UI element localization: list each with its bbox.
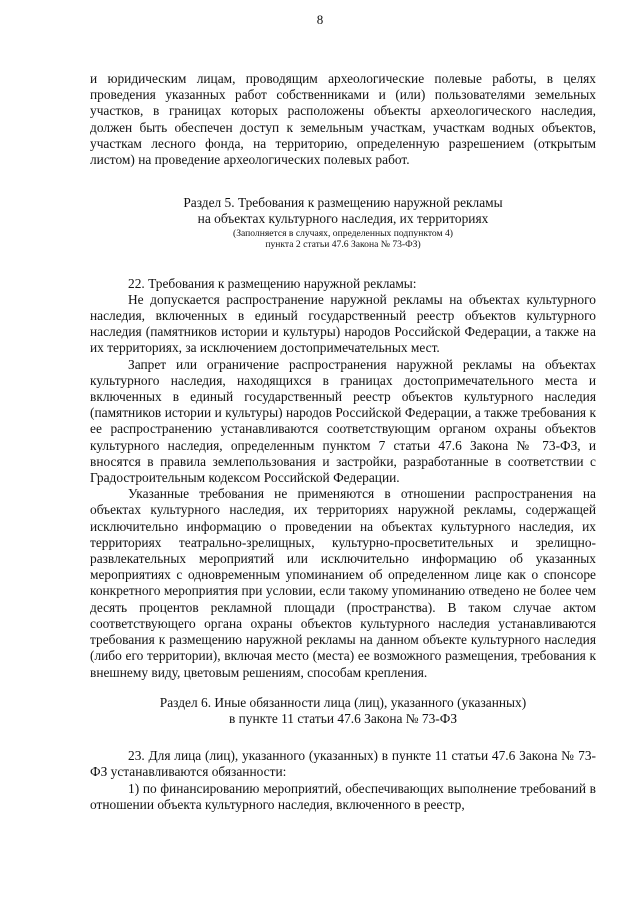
- section-5-body: [90, 276, 596, 681]
- item-23-paragraph-1: 1) по финансированию мероприятий, обеспечивающих выполнение требований в отношении объекта культурного наследия, включенного в реестр,: [90, 780, 596, 812]
- section-5-title-line-1: Раздел 5. Требования к размещению наружной рекламы: [183, 195, 503, 211]
- item-22-paragraph-1: Не допускается распространение наружной рекламы на объектах культурного наследия, включенных в единый государственный реестр объектов культурного наследия (памятников истории и культуры) народов Российской Федерации, а также на их территориях, за исключением достопримечательных мест.: [90, 291, 596, 356]
- page-number: 8: [316, 12, 324, 27]
- section-5-heading: [90, 195, 596, 250]
- item-23-title: 23. Для лица (лиц), указанного (указанных) в пункте 11 статьи 47.6 Закона № 73-ФЗ устанавливаются обязанности:: [90, 748, 596, 780]
- section-6-title-line-1: Раздел 6. Иные обязанности лица (лиц), указанного (указанных): [159, 694, 527, 710]
- item-22-title: 22. Требования к размещению наружной рекламы:: [128, 275, 417, 291]
- section-5-note-line-2: пункта 2 статьи 47.6 Закона № 73-ФЗ): [265, 239, 421, 251]
- section-5-note-line-1: (Заполняется в случаях, определенных подпунктом 4): [233, 227, 453, 239]
- paragraph-continuation: и юридическим лицам, проводящим археологические полевые работы, в целях проведения указанных работ собственниками и (или) пользователями земельных участков, в границах которых расположены объекты археологического наследия, должен быть обеспечен доступ к земельным участкам, участкам водных объектов, участкам лесного фонда, на территорию, определенную разрешением (открытым листом) на проведение археологических полевых работ.: [90, 71, 596, 168]
- section-6-title-line-2: в пункте 11 статьи 47.6 Закона № 73-ФЗ: [228, 710, 458, 726]
- item-22-paragraph-2: Запрет или ограничение распространения наружной рекламы на объектах культурного наследия, находящихся в границах достопримечательного места и включенных в единый государственный реестр объектов культурного наследия (памятников истории и культуры) народов Российской Федерации, а также требования к ее распространению устанавливаются соответствующим органом охраны объектов культурного наследия, определенным пунктом 7 статьи 47.6 Закона № 73-ФЗ, и вносятся в правила землепользования и застройки, разработанные в соответствии с Градостроительным кодексом Российской Федерации.: [90, 356, 596, 486]
- section-6-heading: [90, 695, 596, 727]
- item-22-paragraph-3: Указанные требования не применяются в отношении распространения на объектах культурного наследия, их территориях наружной рекламы, содержащей исключительно информацию о проведении на объектах культурного наследия, их территориях театрально-зрелищных, культурно-просветительных и зрелищно-развлекательных мероприятий или исключительно информацию об указанных мероприятиях с одновременным упоминанием об определенном лице как о спонсоре конкретного мероприятия при условии, если такому упоминанию отведено не более чем десять процентов рекламной площади (пространства). В таком случае актом соответствующего органа охраны объектов культурного наследия устанавливаются требования к размещению наружной рекламы на данном объекте культурного наследия (либо его территории), включая место (места) ее возможного размещения, требования к внешнему виду, цветовым решениям, способам крепления.: [90, 486, 596, 680]
- document-body: [90, 71, 596, 813]
- section-5-title-line-2: на объектах культурного наследия, их территориях: [197, 211, 489, 227]
- section-6-body: [90, 748, 596, 813]
